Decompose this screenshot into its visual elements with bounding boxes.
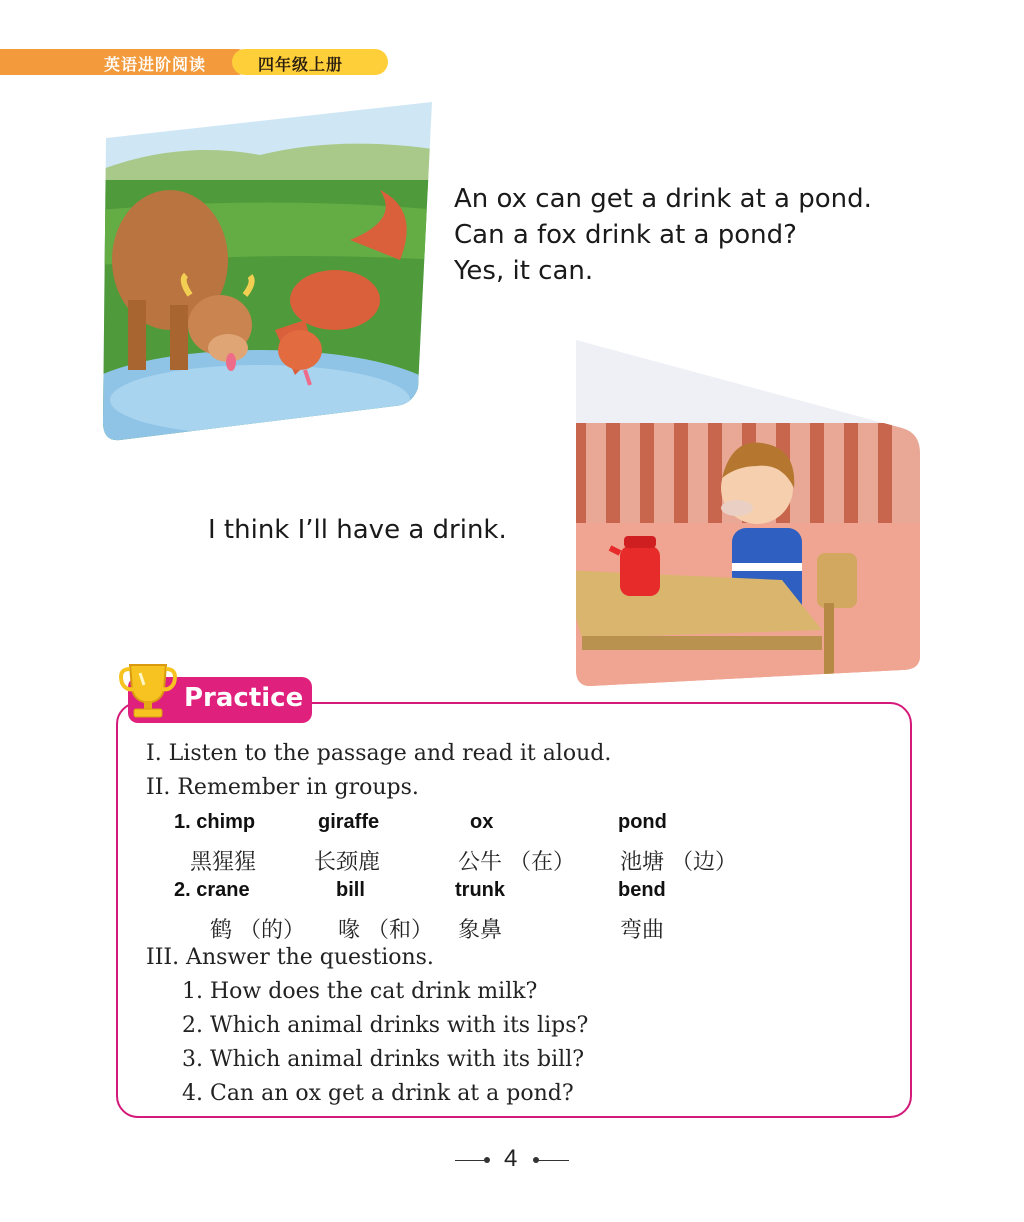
vocab-meaning: 喙 （和） xyxy=(338,918,433,943)
page-number: 4 xyxy=(504,1145,518,1172)
vocab-word: ox xyxy=(470,811,494,833)
ox-fox-pond-illustration xyxy=(100,100,440,445)
vocab-word: giraffe xyxy=(318,811,380,833)
section-3-instruction: III. Answer the questions. xyxy=(146,945,434,970)
vocab-meaning: 象鼻 xyxy=(458,918,503,943)
vocab-word: bill xyxy=(336,879,365,901)
header-grade-tab xyxy=(232,49,388,75)
story-line: An ox can get a drink at a pond. xyxy=(454,184,872,214)
vocab-word: bend xyxy=(618,879,666,901)
vocab-meaning: 公牛 （在） xyxy=(458,850,575,875)
question-item: 2. Which animal drinks with its lips? xyxy=(182,1013,589,1038)
vocab-meaning: 鹤 （的） xyxy=(210,918,305,943)
story-paragraph-2 xyxy=(208,512,507,548)
page-dot-left xyxy=(484,1157,490,1163)
question-item: 3. Which animal drinks with its bill? xyxy=(182,1047,585,1072)
vocab-word: 1. chimp xyxy=(174,811,256,833)
story-line: Yes, it can. xyxy=(454,256,594,286)
vocab-word: pond xyxy=(618,811,667,833)
story-line: Can a fox drink at a pond? xyxy=(454,220,797,250)
section-2-instruction: II. Remember in groups. xyxy=(146,775,419,800)
story-paragraph-1 xyxy=(454,181,872,289)
question-item: 1. How does the cat drink milk? xyxy=(182,979,538,1004)
question-item: 4. Can an ox get a drink at a pond? xyxy=(182,1081,574,1106)
vocab-meaning: 长颈鹿 xyxy=(314,850,381,875)
grade-label: 四年级上册 xyxy=(258,55,344,74)
page-rule-left xyxy=(455,1160,487,1161)
vocab-word: 2. crane xyxy=(174,879,250,901)
book-title: 英语进阶阅读 xyxy=(104,55,207,74)
boy-drinking-illustration xyxy=(562,338,924,688)
header-series-tab xyxy=(0,49,250,75)
vocab-word: trunk xyxy=(455,879,505,901)
section-1-instruction: I. Listen to the passage and read it aloud. xyxy=(146,741,612,766)
practice-title: Practice xyxy=(184,683,304,713)
vocab-meaning: 黑猩猩 xyxy=(190,850,257,875)
story-line: I think I’ll have a drink. xyxy=(208,515,507,545)
trophy-icon xyxy=(118,655,178,721)
vocab-meaning: 弯曲 xyxy=(620,918,665,943)
vocab-meaning: 池塘 （边） xyxy=(620,850,737,875)
page-rule-right xyxy=(537,1160,569,1161)
